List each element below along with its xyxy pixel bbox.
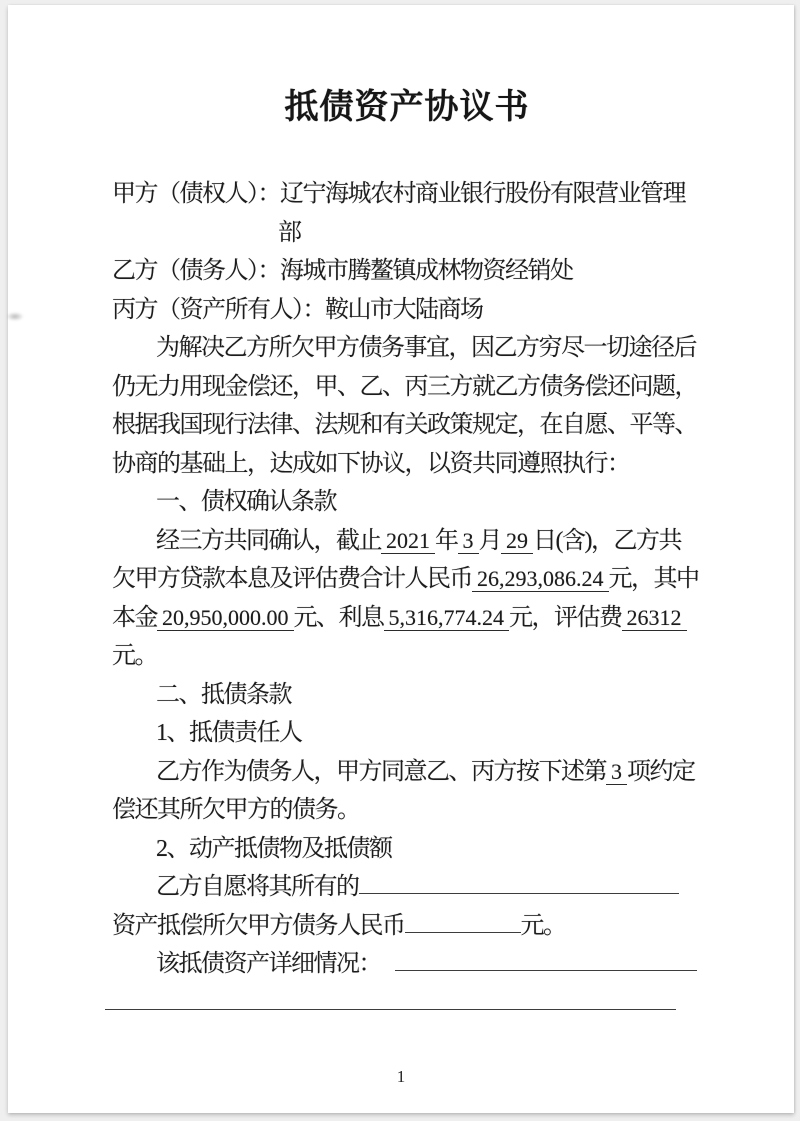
text-segment: 仍无力用现金偿还，甲、乙、丙三方就乙方债务偿还问题， [112,373,697,400]
document-title: 抵债资产协议书 [284,89,530,126]
underlined-value: 26,293,086.24 [472,566,609,592]
text-segment: 1、抵债责任人 [156,720,302,746]
text-segment: 乙方作为债务人，甲方同意乙、丙方按下述第 [156,758,606,785]
underlined-value: 29 [501,528,533,554]
text-segment: 经三方共同确认，截止 [156,527,381,554]
text-segment: 本金 [112,604,157,631]
text-line [112,560,708,599]
document-body [112,175,708,1022]
blank-fill-field [395,950,697,971]
text-segment: 乙方自愿将其所有的 [156,874,359,900]
text-line [156,830,708,869]
underlined-value: 26312 [622,605,687,631]
text-segment: 丙方（资产所有人）：鞍山市大陆商场 [112,296,483,323]
text-segment: 元。 [112,643,157,669]
text-line [112,599,708,638]
text-line [156,753,708,792]
text-line [156,522,708,561]
text-segment: 项约定 [627,758,695,785]
text-segment: 元。 [520,912,566,939]
text-segment: 该抵债资产详细情况： [156,951,381,977]
text-line [112,445,708,484]
text-segment: 协商的基础上，达成如下协议，以资共同遵照执行： [112,450,630,477]
text-segment: 乙方（债务人）：海城市腾鳌镇成林物资经销处 [112,258,573,284]
text-segment: 月 [478,527,501,554]
text-line [156,483,708,522]
text-line [112,175,708,214]
text-line [105,984,708,1023]
blank-fill-field [105,989,676,1010]
text-line [156,868,708,907]
text-segment: 甲方（债权人）：辽宁海城农村商业银行股份有限营业管理 [112,181,685,207]
text-segment: 元、利息 [293,604,384,631]
text-line [112,406,708,445]
text-line [112,252,708,291]
text-line [156,676,708,715]
text-segment: 为解决乙方所欠甲方债务事宜，因乙方穷尽一切途径后 [156,335,696,361]
text-line [112,291,708,330]
text-segment: 元，其中 [608,566,699,592]
page-number: 1 [396,1067,406,1086]
text-line [156,945,708,984]
text-line [278,214,708,253]
blank-fill-field [359,873,679,894]
text-line [112,907,708,946]
blank-fill-field [405,912,521,933]
text-segment: 二、抵债条款 [156,681,291,708]
text-segment: 元，评估费 [509,604,622,631]
text-line [112,637,708,676]
text-segment: 偿还其所欠甲方的债务。 [112,797,360,823]
underlined-value: 20,950,000.00 [157,605,294,631]
underlined-value: 5,316,774.24 [384,605,510,631]
underlined-value: 2021 [381,528,435,554]
text-segment: 2、动产抵债物及抵债额 [156,835,392,862]
text-segment: 年 [435,527,458,554]
text-line [156,714,708,753]
text-line [156,329,708,368]
underlined-value: 3 [606,759,627,785]
text-segment: 一、债权确认条款 [156,489,336,515]
text-line [112,791,708,830]
text-segment: 欠甲方贷款本息及评估费合计人民币 [112,566,472,592]
text-segment: 部 [278,219,301,246]
text-line [112,368,708,407]
document-page [8,5,794,1113]
text-segment: 日(含)，乙方共 [533,527,681,554]
text-segment: 根据我国现行法律、法规和有关政策规定，在自愿、平等、 [112,412,697,438]
underlined-value: 3 [458,528,479,554]
text-segment: 资产抵偿所欠甲方债务人民币 [112,912,405,939]
